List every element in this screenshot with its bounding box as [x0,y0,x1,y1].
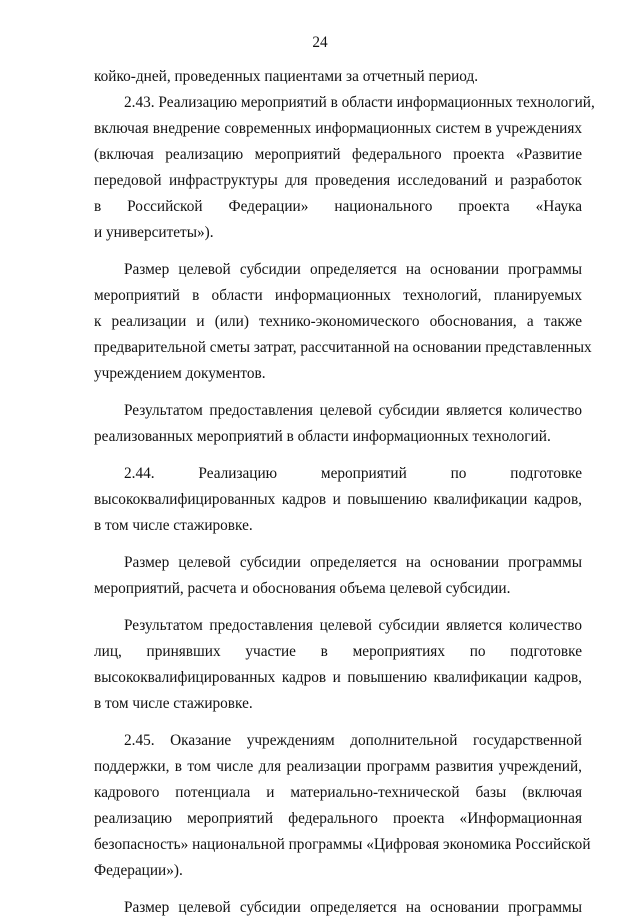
text-line: и университеты»). [94,224,214,241]
text-line: Размер целевой субсидии определяется на основании программы [124,554,582,571]
text-line: в Российской Федерации» национального проекта «Наука [94,198,582,215]
text-line: реализованных мероприятий в области информационных технологий. [94,428,551,445]
text-line: поддержки, в том числе для реализации программ развития учреждений, [94,758,582,775]
paragraph-gap [94,602,582,613]
text-line: кадрового потенциала и материально-технической базы (включая [94,784,582,801]
text-line: к реализации и (или) технико-экономического обоснования, а также [94,313,582,330]
text-line: реализацию мероприятий федерального проекта «Информационная [94,810,582,827]
paragraph [94,613,582,717]
text-line: мероприятий, расчета и обоснования объема целевой субсидии. [94,580,511,597]
text-line: 2.44. Реализацию мероприятий по подготовке [124,465,582,482]
paragraph-item-2-43 [94,90,595,246]
paragraph-gap [94,246,582,257]
paragraph-gap [94,539,582,550]
paragraph [94,895,582,921]
paragraph-gap [94,884,582,895]
text-line: в том числе стажировке. [94,517,253,534]
text-line: 2.43. Реализацию мероприятий в области информационных технологий, [124,94,595,111]
paragraph [94,64,582,90]
paragraph-gap [94,450,582,461]
text-line: включая внедрение современных информационных систем в учреждениях [94,120,582,137]
paragraph-gap [94,717,582,728]
paragraph [94,398,582,450]
text-line: мероприятий в области информационных технологий, планируемых [94,287,582,304]
text-line: койко-дней, проведенных пациентами за отчетный период. [94,68,479,85]
paragraph [94,550,582,602]
text-line: (включая реализацию мероприятий федерального проекта «Развитие [94,146,582,163]
paragraph [94,257,592,387]
text-line: безопасность» национальной программы «Цифровая экономика Российской [94,836,591,853]
page-number: 24 [312,34,328,51]
document-body [94,64,595,921]
text-line: Результатом предоставления целевой субсидии является количество [124,402,582,419]
text-line: Результатом предоставления целевой субсидии является количество [124,617,582,634]
text-line: передовой инфраструктуры для проведения исследований и разработок [94,172,582,189]
text-line: в том числе стажировке. [94,695,253,712]
text-line: высококвалифицированных кадров и повышению квалификации кадров, [94,669,582,686]
text-line: предварительной сметы затрат, рассчитанной на основании представленных [94,339,592,356]
text-line: учреждением документов. [94,365,266,382]
paragraph-gap [94,387,582,398]
text-line: 2.45. Оказание учреждениям дополнительной государственной [124,732,582,749]
paragraph-item-2-44 [94,461,582,539]
text-line: Размер целевой субсидии определяется на основании программы [124,261,582,278]
paragraph-item-2-45 [94,728,591,884]
text-line: высококвалифицированных кадров и повышению квалификации кадров, [94,491,582,508]
text-line: Федерации»). [94,862,183,879]
text-line: Размер целевой субсидии определяется на основании программы [124,899,582,916]
text-line: лиц, принявших участие в мероприятиях по подготовке [94,643,582,660]
